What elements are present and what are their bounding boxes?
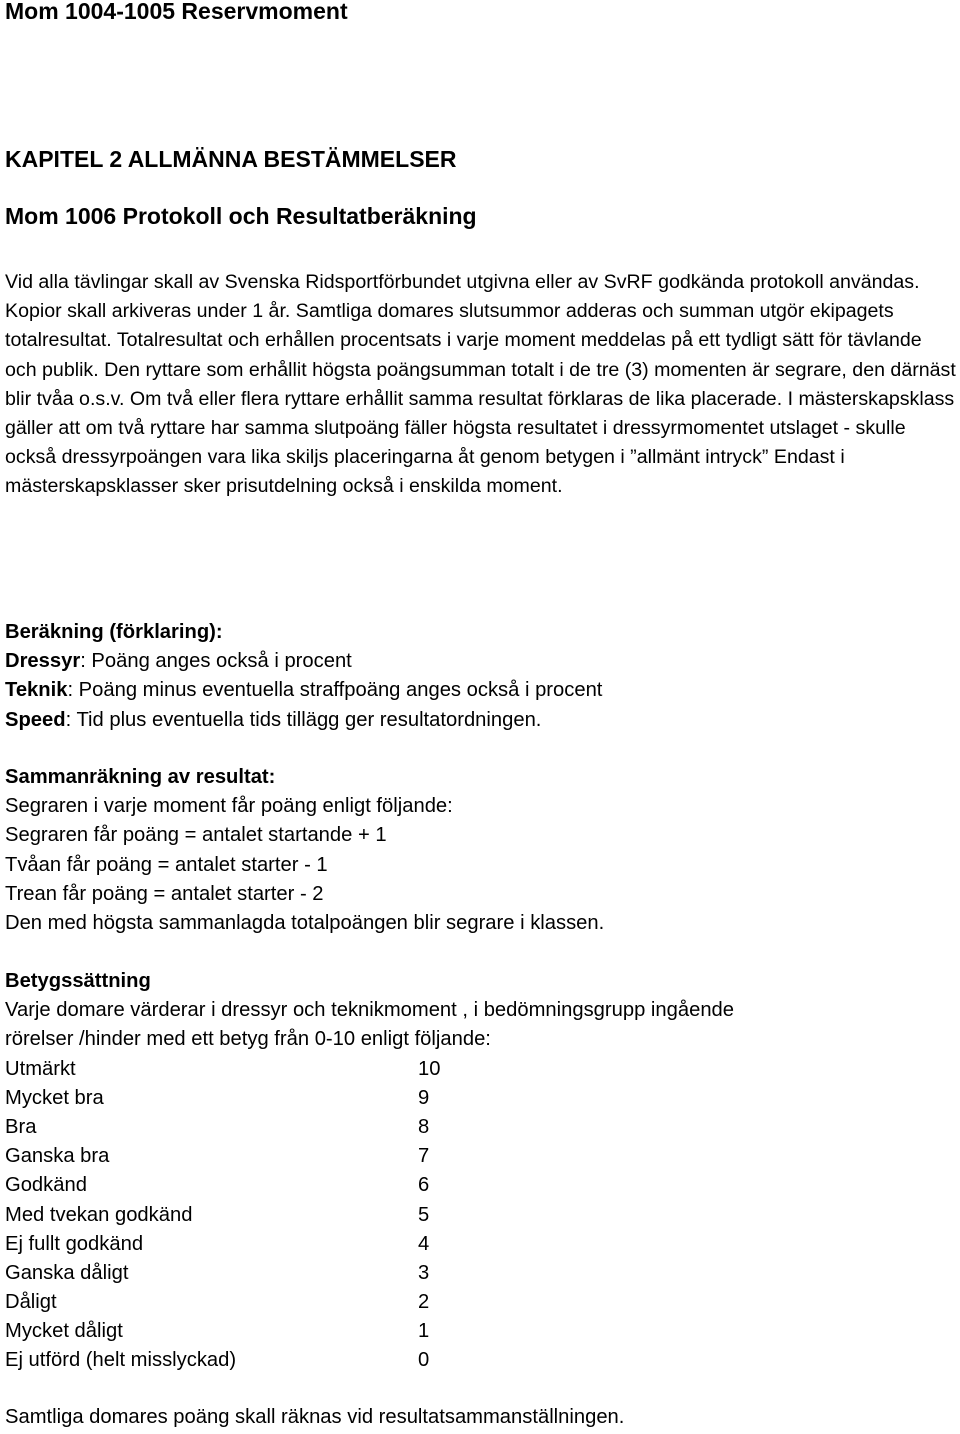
grade-row	[5, 1259, 734, 1288]
sammanrakning-line: Tvåan får poäng = antalet starter - 1	[5, 853, 328, 876]
betygssattning-heading: Betygssättning	[5, 970, 151, 992]
grade-value: 2	[418, 1291, 430, 1314]
section-heading: Mom 1006 Protokoll och Resultatberäkning	[5, 203, 477, 229]
grade-value: 1	[418, 1320, 430, 1343]
grade-label: Ganska bra	[5, 1145, 110, 1168]
sammanrakning-line: Den med högsta sammanlagda totalpoängen blir segrare i klassen.	[5, 912, 605, 935]
grade-row	[5, 1288, 734, 1317]
berakning-term: Teknik	[5, 679, 68, 702]
sammanrakning-line: Segraren i varje moment får poäng enligt följande:	[5, 795, 453, 818]
berakning-text: : Poäng anges också i procent	[80, 650, 352, 673]
grade-row	[5, 1230, 734, 1259]
grade-label: Bra	[5, 1115, 37, 1138]
document-title: Mom 1004-1005 Reservmoment	[5, 0, 348, 24]
grade-label: Godkänd	[5, 1174, 87, 1197]
berakning-section	[5, 618, 602, 735]
berakning-item-dressyr	[5, 647, 602, 676]
grade-label: Ej utförd (helt misslyckad)	[5, 1349, 237, 1372]
grade-label: Mycket bra	[5, 1086, 104, 1109]
grade-value: 10	[418, 1057, 441, 1080]
grade-value: 6	[418, 1174, 430, 1197]
grade-label: Dåligt	[5, 1291, 57, 1314]
grade-row	[5, 1055, 734, 1084]
berakning-text: : Poäng minus eventuella straffpoäng anges också i procent	[67, 679, 603, 702]
intro-paragraph: Vid alla tävlingar skall av Svenska Ridsportförbundet utgivna eller av SvRF godkända protokoll användas. Kopior skall arkiveras under 1 år. Samtliga domares slutsummor adderas och summan utgör ekipagets totalresultat. Totalresultat och erhållen procentsats i varje moment meddelas på ett tydligt sätt för tävlande och publik. Den ryttare som erhållit högsta poängsumman totalt i de tre (3) momenten är segrare, den därnäst blir tvåa o.s.v. Om två eller flera ryttare erhållit samma resultat förklaras de lika placerade. I mästerskapsklass gäller att om två ryttare har samma slutpoäng fäller högsta resultatet i dressyrmomentet utslaget - skulle också dressyrpoängen vara lika skiljs placeringarna åt genom betygen i ”allmänt intryck” Endast i mästerskapsklasser sker prisutdelning också i enskilda moment.	[5, 271, 956, 498]
grade-row	[5, 1346, 734, 1375]
berakning-item-speed	[5, 706, 602, 735]
grade-label: Utmärkt	[5, 1057, 76, 1080]
grade-row	[5, 1201, 734, 1230]
sammanrakning-line: Trean får poäng = antalet starter - 2	[5, 882, 324, 905]
betygssattning-section	[5, 967, 734, 1376]
grade-row	[5, 1317, 734, 1346]
grade-row	[5, 1113, 734, 1142]
grade-value: 9	[418, 1086, 430, 1109]
berakning-heading: Beräkning (förklaring):	[5, 621, 223, 643]
grade-row	[5, 1142, 734, 1171]
grade-value: 7	[418, 1145, 430, 1168]
grade-value: 8	[418, 1115, 430, 1138]
berakning-item-teknik	[5, 676, 602, 705]
grade-value: 5	[418, 1203, 430, 1226]
sammanrakning-section	[5, 763, 604, 938]
grade-label: Ganska dåligt	[5, 1261, 129, 1284]
grade-label: Mycket dåligt	[5, 1320, 123, 1343]
betygssattning-intro-line: rörelser /hinder med ett betyg från 0-10 enligt följande:	[5, 1028, 491, 1051]
footer-note: Samtliga domares poäng skall räknas vid resultatsammanställningen.	[5, 1406, 625, 1428]
grade-value: 3	[418, 1261, 430, 1284]
grade-value: 0	[418, 1349, 430, 1372]
grade-row	[5, 1084, 734, 1113]
betygssattning-intro-line: Varje domare värderar i dressyr och teknikmoment , i bedömningsgrupp ingående	[5, 999, 734, 1022]
grade-label: Ej fullt godkänd	[5, 1232, 144, 1255]
grade-label: Med tvekan godkänd	[5, 1203, 193, 1226]
berakning-term: Speed	[5, 708, 66, 731]
chapter-heading: KAPITEL 2 ALLMÄNNA BESTÄMMELSER	[5, 146, 457, 172]
sammanrakning-heading: Sammanräkning av resultat:	[5, 766, 276, 788]
grade-row	[5, 1171, 734, 1200]
sammanrakning-line: Segraren får poäng = antalet startande + 1	[5, 824, 387, 847]
berakning-text: : Tid plus eventuella tids tillägg ger resultatordningen.	[65, 708, 542, 731]
grade-value: 4	[418, 1232, 430, 1255]
footer-section	[5, 1403, 624, 1432]
berakning-term: Dressyr	[5, 650, 81, 673]
